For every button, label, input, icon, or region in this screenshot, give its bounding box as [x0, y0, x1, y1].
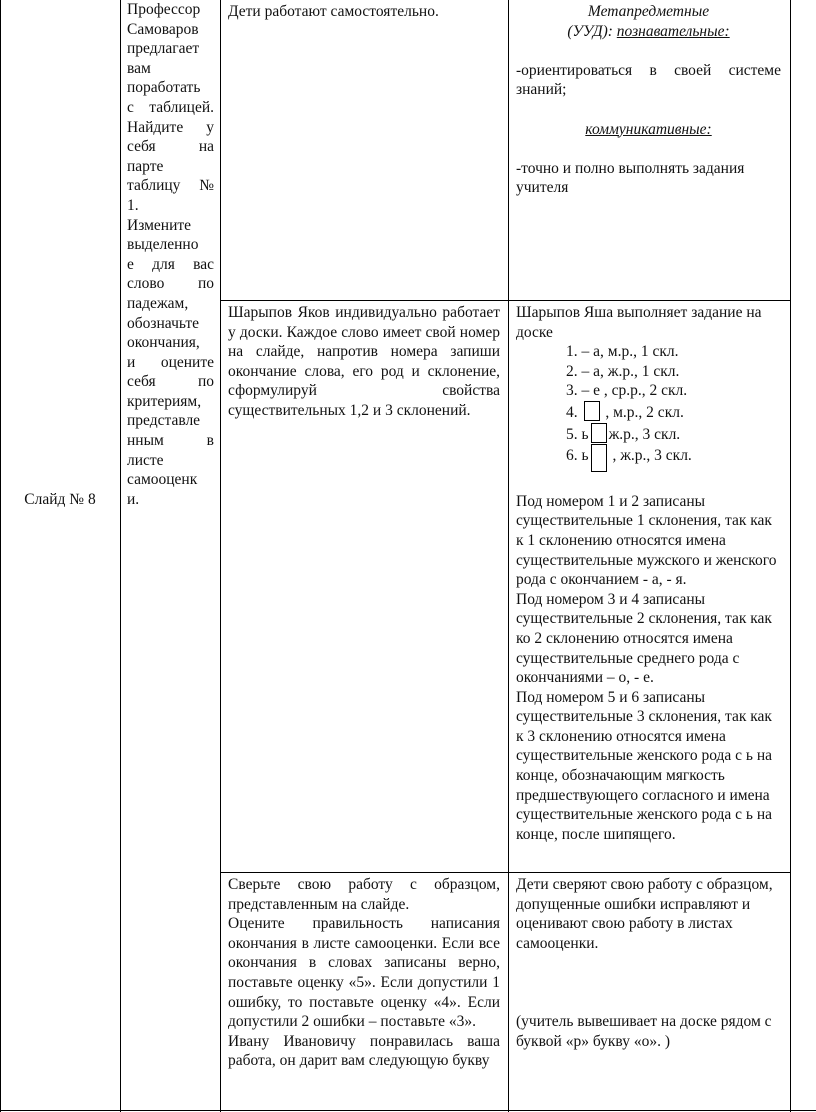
row1-activity: Дети работают самостоятельно. [228, 3, 439, 20]
table-border-left [0, 0, 1, 1112]
blank-box [591, 444, 607, 472]
instruction-line: себя по [127, 373, 214, 391]
table-border-bottom [0, 1110, 816, 1111]
cognitive-link: познавательные: [616, 22, 730, 40]
row1-uud [516, 2, 781, 198]
row2-result [516, 303, 781, 844]
column-divider-1 [120, 0, 121, 1112]
instruction-line: самооценк [127, 471, 198, 489]
instruction-line: таблицу № [127, 177, 214, 195]
uud-title: Метапредметные [587, 3, 710, 20]
instruction-line: 1. [127, 196, 139, 214]
instruction-line: и. [127, 490, 140, 508]
instruction-line: парте [127, 157, 164, 175]
task-paragraph: Оцените правильность написания окончания в листе самооценки. Если все окончания в словах записаны верно, поставьте оценку «5». Если допустили 1 ошибку, то поставьте оценку «4». Если допустили 2 ошибки – поставьте «3». [228, 915, 500, 1031]
instruction-line: падежам, [127, 294, 189, 312]
instruction-line: предлагает [127, 40, 200, 58]
blank-box [584, 401, 600, 421]
instruction-line: поработать [127, 79, 201, 97]
instruction-line: листе [127, 451, 164, 469]
instruction-line: нным в [127, 432, 214, 450]
column-divider-2 [220, 0, 221, 1112]
result-paragraph: Дети сверяют свою работу с образцом, допущенные ошибки исправляют и оценивают свою работу в листах самооценки. [516, 876, 773, 952]
instruction-line: Профессор [127, 1, 201, 18]
uud-subtitle: (УУД): познавательные: [567, 22, 730, 40]
row3-result [516, 875, 781, 1051]
column-divider-3 [508, 0, 509, 1112]
instruction-line: представле [127, 412, 201, 430]
row-divider-2 [220, 872, 791, 873]
result-paragraph: (учитель вывешивает на доске рядом с буквой «р» букву «о». ) [516, 1013, 772, 1050]
instruction-line: е для вас [127, 255, 214, 273]
cognitive-text: -ориентироваться в своей системе знаний; [516, 61, 781, 99]
instruction-line: и оцените [127, 353, 214, 371]
answer-item: 5. ь ж.р., 3 скл. [566, 423, 781, 445]
answers-list [516, 342, 781, 472]
communicative-title: коммуникативные: [585, 120, 712, 138]
instruction-line: с таблицей. [127, 98, 214, 116]
communicative-text: -точно и полно выполнять задания учителя [516, 159, 745, 197]
result-explanation: Под номером 1 и 2 записаны существительные 1 склонения, так как к 1 склонению относятся имена существительные мужского и женского рода с окончанием - а, - я. Под номером 3 и 4 записаны существительные 2 склонения, так как ко 2 склонению относятся имена существительные среднего рода с окончаниями – о, - е. Под номером 5 и 6 записаны существительные 3 склонения, так как к 3 склонению относятся имена существительные женского рода с ь на конце, обозначающим мягкость предшествующего согласного и имена существительные женского рода с ь на конце, после шипящего. [516, 492, 777, 843]
instruction-line: обозначьте [127, 314, 199, 332]
instruction-line: критериям, [127, 392, 202, 410]
row-divider-1 [220, 300, 791, 301]
result-intro: Шарыпов Яша выполняет задание на доске [516, 304, 762, 341]
instruction-line: себя на [127, 138, 214, 156]
answer-item: 6. ь , ж.р., 3 скл. [566, 444, 781, 472]
answer-item: 4. , м.р., 2 скл. [566, 401, 781, 423]
instruction-line: выделенно [127, 236, 199, 254]
row3-task [228, 875, 500, 1071]
answer-item: 1. – а, м.р., 1 скл. [566, 343, 679, 361]
instruction-line: слово по [127, 275, 214, 293]
task-paragraph: Ивану Ивановичу понравилась ваша работа, он дарит вам следующую букву [228, 1032, 500, 1070]
instruction-line: вам [127, 59, 151, 77]
blank-box [591, 423, 607, 443]
table-border-right [790, 0, 791, 1112]
instruction-line: Самоваров [127, 20, 199, 38]
row2-task: Шарыпов Яков индивидуально работает у доски. Каждое слово имеет свой номер на слайде, напротив номера запиши окончание слова, его род и склонение, сформулируй свойства существительных 1,2 и 3 склонений. [228, 304, 500, 419]
answer-item: 3. – е , ср.р., 2 скл. [566, 382, 688, 400]
instruction-column [127, 0, 214, 509]
instruction-line: окончания, [127, 334, 200, 352]
instruction-line: Найдите у [127, 118, 214, 136]
slide-label: Слайд № 8 [24, 491, 96, 508]
instruction-line: Измените [127, 216, 192, 234]
task-paragraph: Сверьте свою работу с образцом, представленным на слайде. [228, 876, 500, 913]
answer-item: 2. – а, ж.р., 1 скл. [566, 362, 680, 380]
